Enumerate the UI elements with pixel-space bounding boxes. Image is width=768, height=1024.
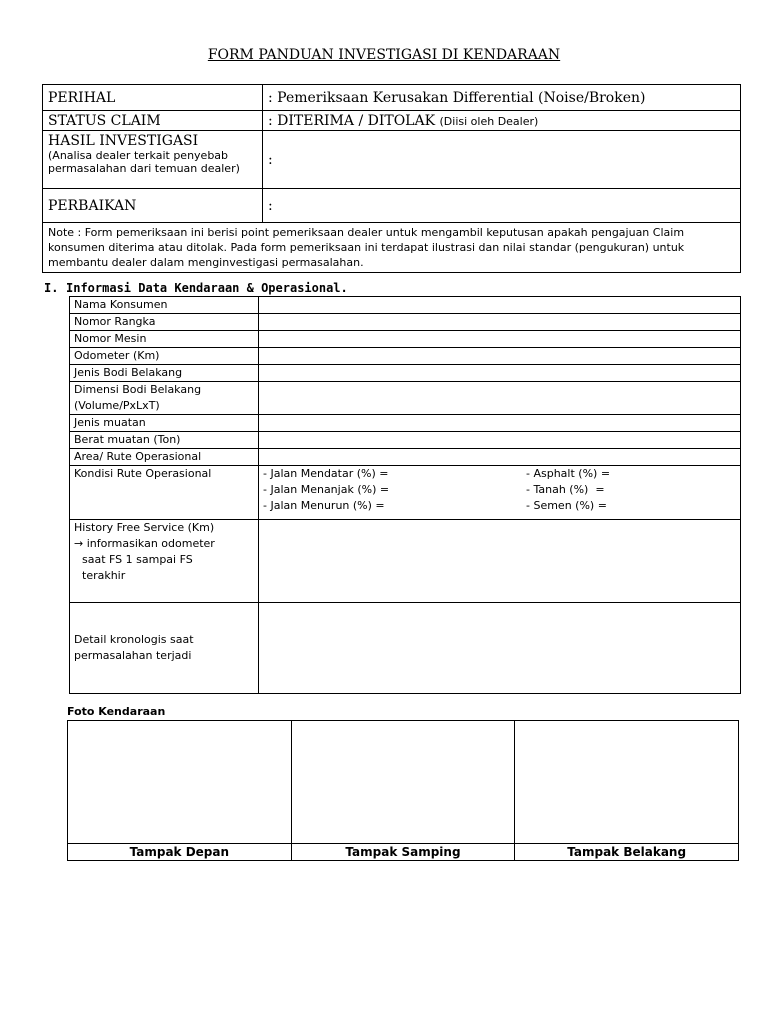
caption-side: Tampak Samping bbox=[291, 844, 515, 861]
odometer-value[interactable] bbox=[259, 348, 741, 365]
perbaikan-row bbox=[43, 189, 741, 223]
history-label-2: → informasikan odometer bbox=[74, 537, 215, 550]
muatan-value[interactable] bbox=[259, 415, 741, 432]
photo-side-box[interactable] bbox=[291, 721, 515, 844]
hasil-cell bbox=[43, 131, 263, 189]
table-row bbox=[70, 382, 741, 415]
foto-table bbox=[67, 720, 739, 861]
form-title: FORM PANDUAN INVESTIGASI DI KENDARAAN bbox=[207, 47, 561, 63]
kondisi-asphalt: - Asphalt (%) = bbox=[526, 467, 611, 480]
kondisi-left-col bbox=[263, 466, 526, 514]
note-cell bbox=[43, 223, 741, 273]
table-row bbox=[70, 297, 741, 314]
note-row bbox=[43, 223, 741, 273]
dimensi-label-2: (Volume/PxLxT) bbox=[74, 399, 160, 412]
nama-label: Nama Konsumen bbox=[70, 297, 259, 314]
detail-label-2: permasalahan terjadi bbox=[74, 649, 192, 662]
rangka-value[interactable] bbox=[259, 314, 741, 331]
history-label-3: saat FS 1 sampai FS bbox=[82, 553, 193, 566]
hasil-row bbox=[43, 131, 741, 189]
muatan-label: Jenis muatan bbox=[70, 415, 259, 432]
status-label: STATUS CLAIM bbox=[43, 111, 263, 131]
nama-value[interactable] bbox=[259, 297, 741, 314]
foto-label: Foto Kendaraan bbox=[67, 705, 166, 718]
photo-front-box[interactable] bbox=[68, 721, 292, 844]
kondisi-right-col bbox=[526, 466, 610, 514]
table-row bbox=[70, 603, 741, 694]
mesin-label: Nomor Mesin bbox=[70, 331, 259, 348]
table-row bbox=[70, 466, 741, 520]
area-value[interactable] bbox=[259, 449, 741, 466]
note-line-3: membantu dealer dalam menginvestigasi permasalahan. bbox=[48, 256, 364, 269]
table-row bbox=[70, 432, 741, 449]
section-title: Informasi Data Kendaraan & Operasional. bbox=[66, 281, 348, 295]
history-label-1: History Free Service (Km) bbox=[74, 521, 215, 534]
table-row bbox=[70, 365, 741, 382]
table-row bbox=[70, 520, 741, 603]
odometer-label: Odometer (Km) bbox=[70, 348, 259, 365]
foto-box-row bbox=[68, 721, 739, 844]
kondisi-tanah: - Tanah (%) = bbox=[526, 483, 605, 496]
hasil-value: : bbox=[263, 131, 741, 189]
rangka-label: Nomor Rangka bbox=[70, 314, 259, 331]
foto-caption-row bbox=[68, 844, 739, 861]
section-heading bbox=[44, 281, 348, 295]
perihal-value: : Pemeriksaan Kerusakan Differential (Noise/Broken) bbox=[263, 85, 741, 111]
table-row bbox=[70, 449, 741, 466]
history-value[interactable] bbox=[259, 520, 741, 603]
dimensi-cell bbox=[70, 382, 259, 415]
status-cell bbox=[263, 111, 741, 131]
caption-front: Tampak Depan bbox=[68, 844, 292, 861]
caption-rear: Tampak Belakang bbox=[515, 844, 739, 861]
hasil-label: HASIL INVESTIGASI bbox=[48, 133, 199, 149]
area-label: Area/ Rute Operasional bbox=[70, 449, 259, 466]
hasil-sub-2: permasalahan dari temuan dealer) bbox=[48, 162, 240, 175]
kondisi-menanjak: - Jalan Menanjak (%) = bbox=[263, 483, 390, 496]
perihal-label: PERIHAL bbox=[43, 85, 263, 111]
mesin-value[interactable] bbox=[259, 331, 741, 348]
kondisi-label: Kondisi Rute Operasional bbox=[70, 466, 259, 520]
history-cell bbox=[70, 520, 259, 603]
table-row bbox=[70, 348, 741, 365]
kondisi-value bbox=[259, 466, 741, 520]
perbaikan-value: : bbox=[263, 189, 741, 223]
photo-rear-box[interactable] bbox=[515, 721, 739, 844]
table-row bbox=[70, 314, 741, 331]
dimensi-label-1: Dimensi Bodi Belakang bbox=[74, 383, 202, 396]
bodi-value[interactable] bbox=[259, 365, 741, 382]
kondisi-menurun: - Jalan Menurun (%) = bbox=[263, 499, 385, 512]
status-value: : DITERIMA / DITOLAK bbox=[268, 112, 436, 129]
note-line-2: konsumen diterima atau ditolak. Pada form pemeriksaan ini terdapat ilustrasi dan nilai standar (pengukuran) untuk bbox=[48, 241, 685, 254]
table-row bbox=[70, 331, 741, 348]
detail-label-1: Detail kronologis saat bbox=[74, 633, 194, 646]
perihal-row bbox=[43, 85, 741, 111]
hasil-sub-1: (Analisa dealer terkait penyebab bbox=[48, 149, 229, 162]
berat-label: Berat muatan (Ton) bbox=[70, 432, 259, 449]
history-label-4: terakhir bbox=[82, 569, 126, 582]
berat-value[interactable] bbox=[259, 432, 741, 449]
status-note: (Diisi oleh Dealer) bbox=[439, 114, 539, 128]
bodi-label: Jenis Bodi Belakang bbox=[70, 365, 259, 382]
header-table bbox=[42, 84, 741, 273]
section-number: I. bbox=[44, 281, 59, 295]
kondisi-semen: - Semen (%) = bbox=[526, 499, 607, 512]
detail-value[interactable] bbox=[259, 603, 741, 694]
dimensi-value[interactable] bbox=[259, 382, 741, 415]
table-row bbox=[70, 415, 741, 432]
kondisi-mendatar: - Jalan Mendatar (%) = bbox=[263, 467, 389, 480]
status-row bbox=[43, 111, 741, 131]
kondisi-options bbox=[263, 466, 736, 514]
info-table bbox=[69, 296, 741, 694]
detail-cell bbox=[70, 603, 259, 694]
note-line-1: Note : Form pemeriksaan ini berisi point pemeriksaan dealer untuk mengambil keputusan apakah pengajuan Claim bbox=[48, 226, 685, 239]
perbaikan-label: PERBAIKAN bbox=[43, 189, 263, 223]
